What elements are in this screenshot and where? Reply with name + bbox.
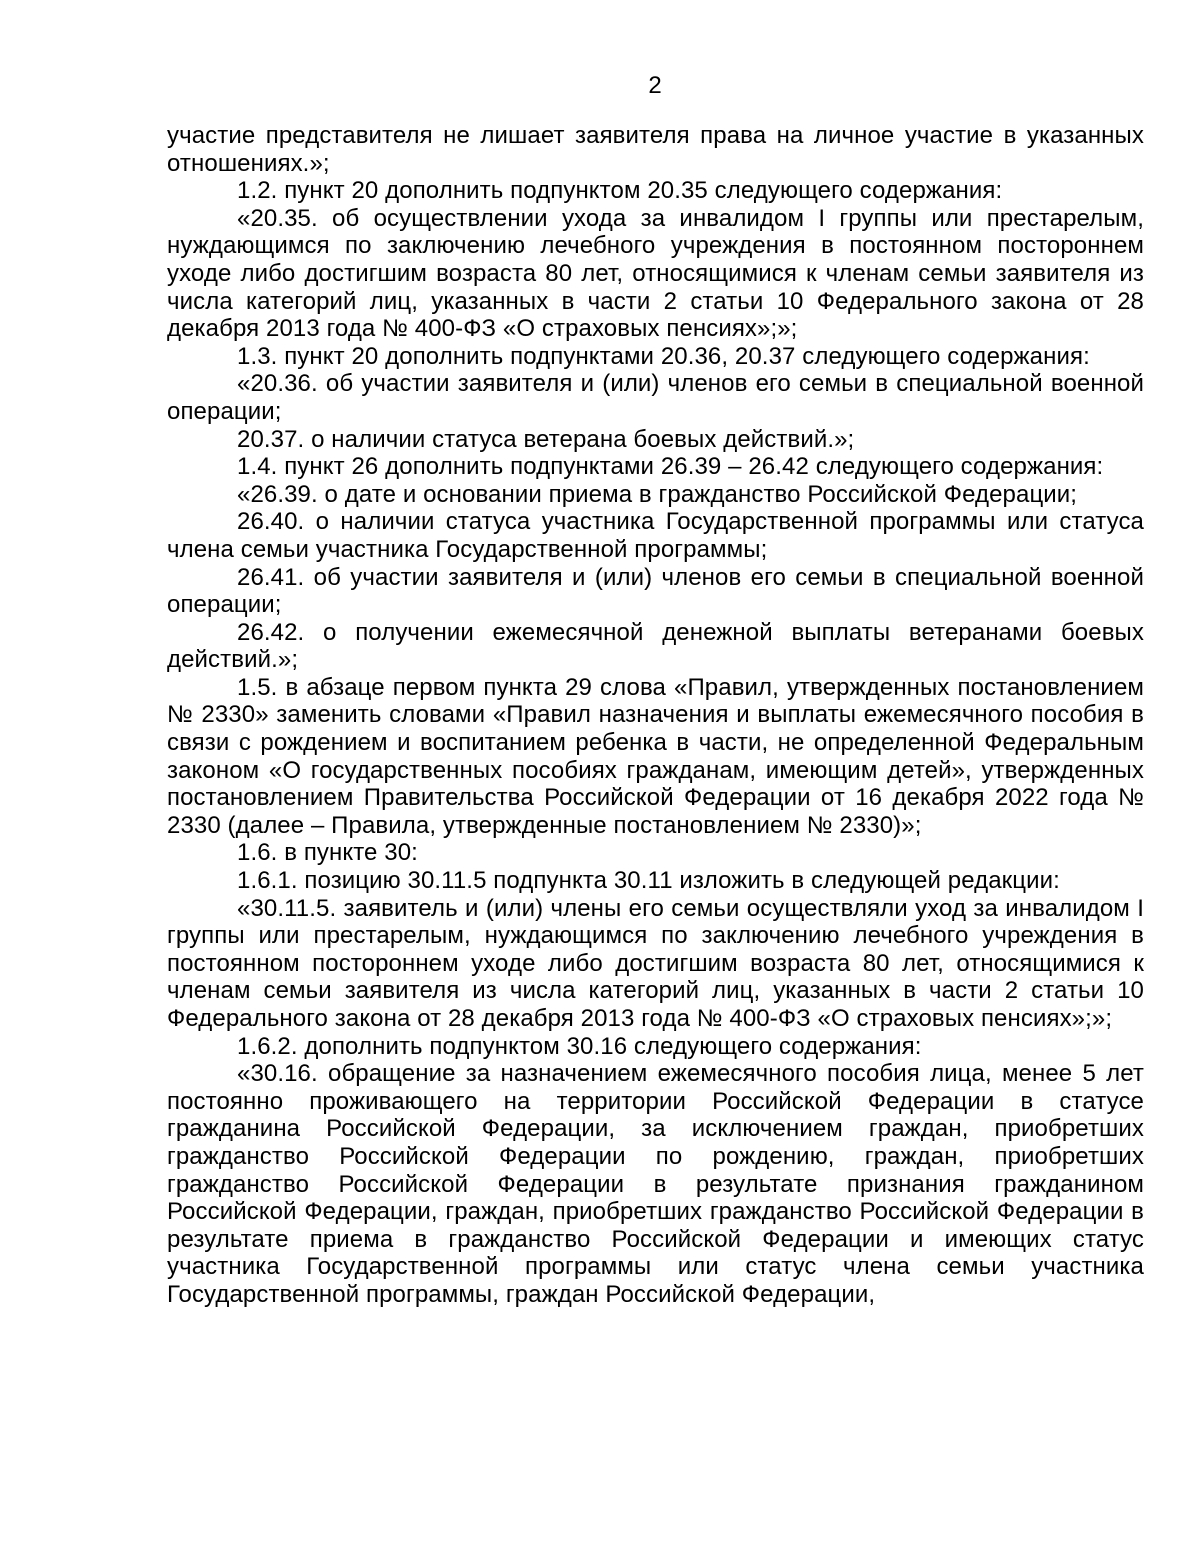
paragraph: участие представителя не лишает заявителя права на личное участие в указанных отношениях.»; [167, 122, 1144, 177]
paragraph: «20.35. об осуществлении ухода за инвалидом I группы или престарелым, нуждающимся по заключению лечебного учреждения в постоянном постороннем уходе либо достигшим возраста 80 лет, относящимися к членам семьи заявителя из числа категорий лиц, указанных в части 2 статьи 10 Федерального закона от 28 декабря 2013 года № 400-ФЗ «О страховых пенсиях»;»; [167, 204, 1144, 343]
document-body [167, 122, 1144, 1309]
paragraph: 1.5. в абзаце первом пункта 29 слова «Правил, утвержденных постановлением № 2330» заменить словами «Правил назначения и выплаты ежемесячного пособия в связи с рождением и воспитанием ребенка в части, не определенной Федеральным законом «О государственных пособиях гражданам, имеющим детей», утвержденных постановлением Правительства Российской Федерации от 16 декабря 2022 года № 2330 (далее – Правила, утвержденные постановлением № 2330)»; [167, 673, 1144, 839]
paragraph: «26.39. о дате и основании приема в гражданство Российской Федерации; [237, 480, 1078, 508]
paragraph: 1.4. пункт 26 дополнить подпунктами 26.39 – 26.42 следующего содержания: [237, 453, 1104, 481]
paragraph: 1.6.1. позицию 30.11.5 подпункта 30.11 изложить в следующей редакции: [237, 867, 1060, 895]
paragraph: 20.37. о наличии статуса ветерана боевых действий.»; [237, 425, 855, 453]
paragraph: 26.41. об участии заявителя и (или) членов его семьи в специальной военной операции; [167, 563, 1144, 619]
paragraph: 1.6.2. дополнить подпунктом 30.16 следующего содержания: [237, 1032, 922, 1060]
page-number: 2 [648, 72, 662, 99]
paragraph: 1.2. пункт 20 дополнить подпунктом 20.35 следующего содержания: [237, 177, 1003, 205]
paragraph: «30.11.5. заявитель и (или) члены его семьи осуществляли уход за инвалидом I группы или престарелым, нуждающимся по заключению лечебного учреждения в постоянном постороннем уходе либо достигшим возраста 80 лет, относящимися к членам семьи заявителя из числа категорий лиц, указанных в части 2 статьи 10 Федерального закона от 28 декабря 2013 года № 400-ФЗ «О страховых пенсиях»;»; [167, 894, 1144, 1032]
paragraph: 1.6. в пункте 30: [237, 839, 418, 867]
paragraph: «20.36. об участии заявителя и (или) членов его семьи в специальной военной операции; [167, 370, 1144, 425]
paragraph: 26.40. о наличии статуса участника Государственной программы или статуса члена семьи участника Государственной программы; [167, 508, 1144, 563]
paragraph: «30.16. обращение за назначением ежемесячного пособия лица, менее 5 лет постоянно проживающего на территории Российской Федерации в статусе гражданина Российской Федерации, за исключением граждан, приобретших гражданство Российской Федерации по рождению, граждан, приобретших гражданство Российской Федерации в результате признания гражданином Российской Федерации, граждан, приобретших гражданство Российской Федерации в результате приема в гражданство Российской Федерации и имеющих статус участника Государственной программы или статус члена семьи участника Государственной программы, граждан Российской Федерации, [167, 1060, 1144, 1308]
paragraph: 26.42. о получении ежемесячной денежной выплаты ветеранами боевых действий.»; [167, 618, 1144, 674]
paragraph: 1.3. пункт 20 дополнить подпунктами 20.36, 20.37 следующего содержания: [237, 342, 1090, 370]
